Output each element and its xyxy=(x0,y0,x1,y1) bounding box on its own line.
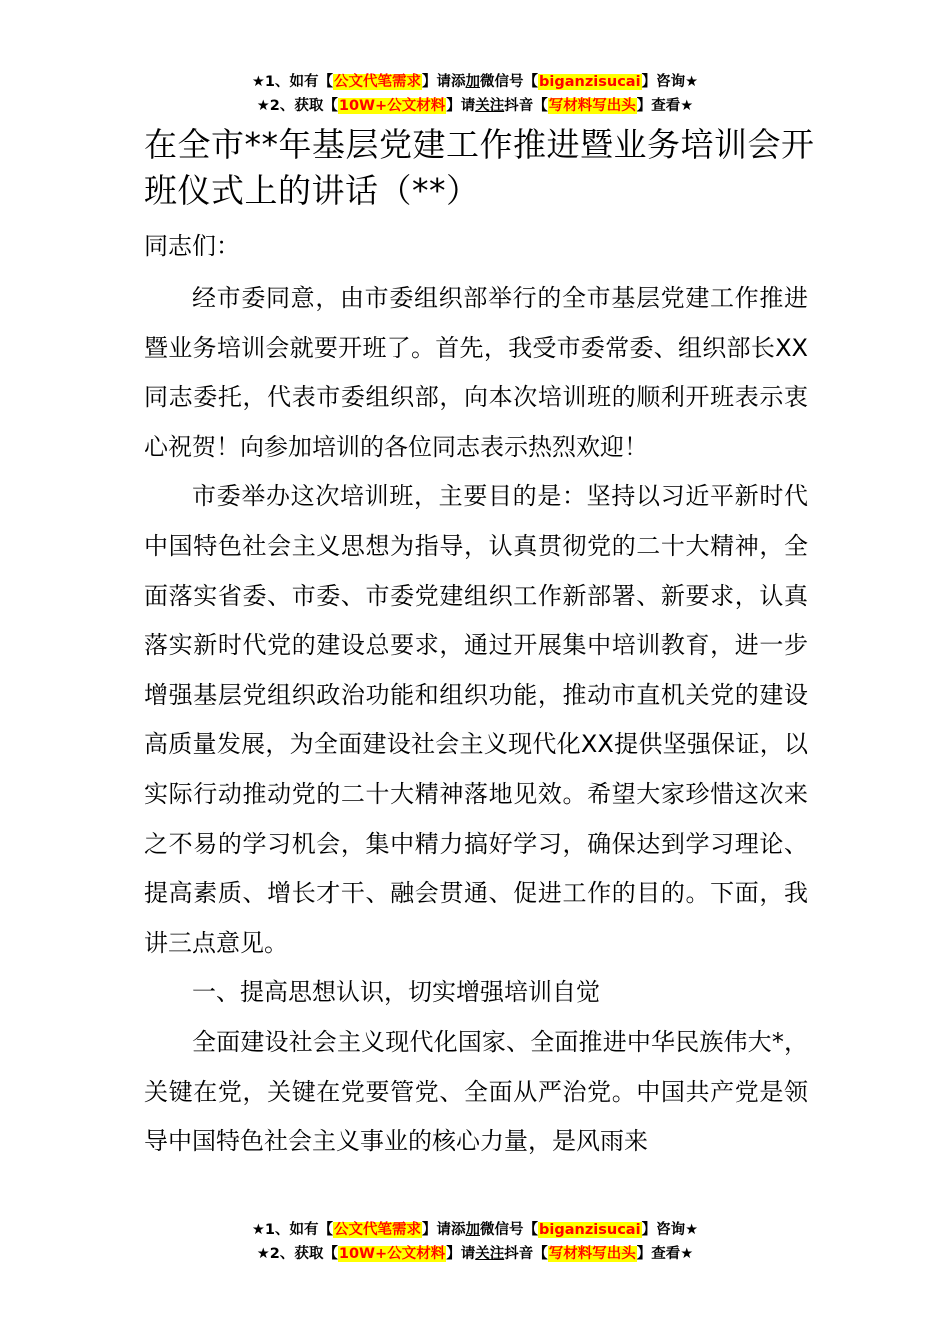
body-paragraph: 全面建设社会主义现代化国家、全面推进中华民族伟大*，关键在党，关键在党要管党、全面从严治党。中国共产党是领导中国特色社会主义事业的核心力量，是风雨来 xyxy=(144,1027,808,1156)
section-heading: 一、提高思想认识，切实增强培训自觉 xyxy=(192,978,600,1007)
promo-highlight: 公文代笔需求 xyxy=(334,1222,422,1238)
promo-highlight: 10W+公文材料 xyxy=(338,98,446,114)
document-body xyxy=(144,274,808,1167)
body-paragraph: 经市委同意，由市委组织部举行的全市基层党建工作推进暨业务培训会就要开班了。首先，我受市委常委、组织部长XX同志委托，代表市委组织部，向本次培训班的顺利开班表示衷心祝贺！向参加培训的各位同志表示热烈欢迎！ xyxy=(144,284,808,461)
promo-banner-bottom xyxy=(0,1218,950,1266)
promo-text: 】请添 xyxy=(422,74,466,90)
promo-text: 】咨询★ xyxy=(641,1222,699,1238)
promo-text: 抖音【 xyxy=(504,1246,548,1262)
promo-underlined: 加 xyxy=(465,1222,481,1238)
promo-text: 】查看★ xyxy=(636,98,694,114)
promo-text: 】请 xyxy=(446,1246,476,1262)
promo-text: ★1、如有【 xyxy=(251,74,334,90)
promo-highlight: 10W+公文材料 xyxy=(338,1246,446,1262)
promo-highlight: 公文代笔需求 xyxy=(334,74,422,90)
promo-highlight-douyin-id: 写材料写出头 xyxy=(548,1246,636,1262)
promo-text: 】请添 xyxy=(422,1222,466,1238)
promo-banner-top xyxy=(0,70,950,118)
promo-underlined: 加 xyxy=(465,74,481,90)
promo-text: ★2、获取【 xyxy=(256,1246,338,1262)
promo-text: 】查看★ xyxy=(636,1246,694,1262)
promo-text: 微信号【 xyxy=(480,74,539,90)
promo-line-1 xyxy=(0,70,950,94)
promo-line-2 xyxy=(0,1242,950,1266)
promo-line-1 xyxy=(0,1218,950,1242)
promo-text: 】咨询★ xyxy=(641,74,699,90)
promo-underlined: 关注 xyxy=(475,98,505,114)
promo-text: ★2、获取【 xyxy=(256,98,338,114)
promo-text: 】请 xyxy=(446,98,476,114)
promo-text: 抖音【 xyxy=(504,98,548,114)
body-paragraph: 市委举办这次培训班，主要目的是：坚持以习近平新时代中国特色社会主义思想为指导，认真贯彻党的二十大精神，全面落实省委、市委、市委党建组织工作新部署、新要求，认真落实新时代党的建设总要求，通过开展集中培训教育，进一步增强基层党组织政治功能和组织功能，推动市直机关党的建设高质量发展，为全面建设社会主义现代化XX提供坚强保证，以实际行动推动党的二十大精神落地见效。希望大家珍惜这次来之不易的学习机会，集中精力搞好学习，确保达到学习理论、提高素质、增长才干、融会贯通、促进工作的目的。下面，我讲三点意见。 xyxy=(144,482,808,957)
promo-line-2 xyxy=(0,94,950,118)
promo-underlined: 关注 xyxy=(475,1246,505,1262)
document-title: 在全市**年基层党建工作推进暨业务培训会开班仪式上的讲话（**） xyxy=(144,125,815,210)
promo-highlight-wechat-id: biganzisucai xyxy=(539,74,641,90)
promo-highlight-douyin-id: 写材料写出头 xyxy=(548,98,636,114)
salutation: 同志们： xyxy=(144,232,240,260)
promo-highlight-wechat-id: biganzisucai xyxy=(539,1222,641,1238)
promo-text: 微信号【 xyxy=(480,1222,539,1238)
promo-text: ★1、如有【 xyxy=(251,1222,334,1238)
